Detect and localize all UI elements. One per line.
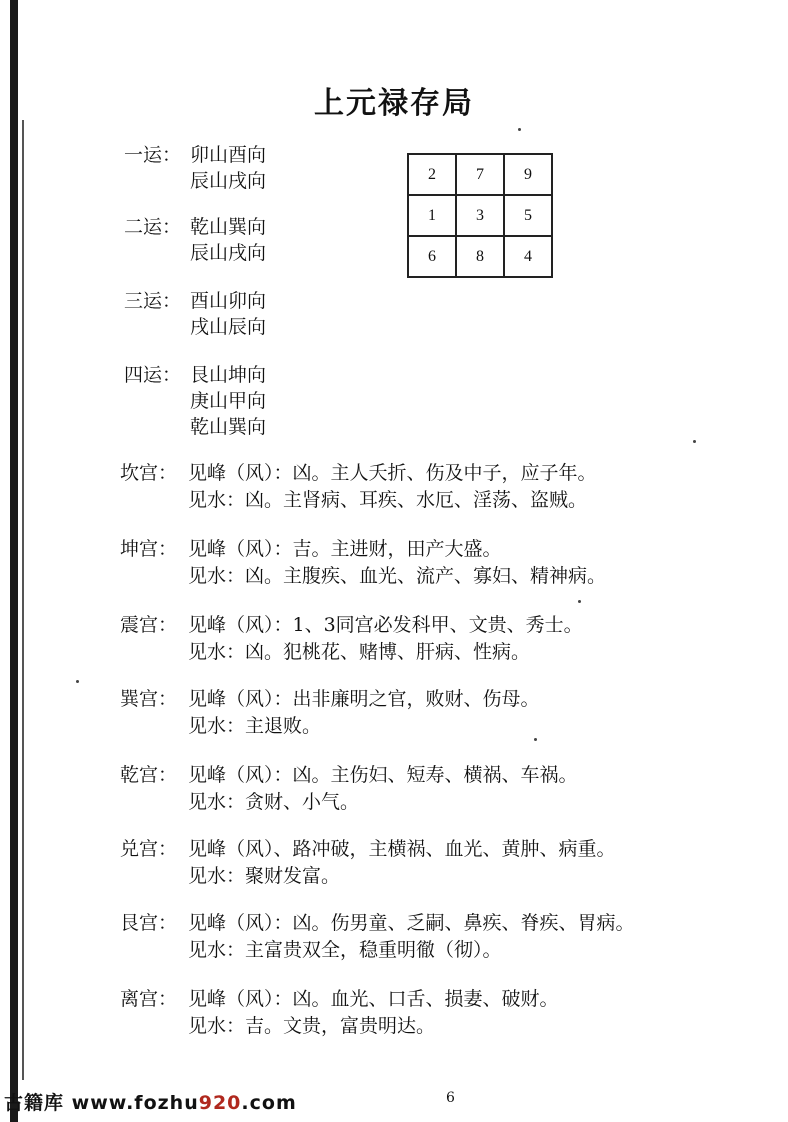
gong-feng-text: 见峰（风）：凶。主人夭折、伤及中子，应子年。 xyxy=(188,462,597,484)
watermark-brand xyxy=(4,1088,297,1115)
book-spine-edge xyxy=(10,0,18,1122)
grid-cell: 7 xyxy=(456,154,504,195)
scan-speck xyxy=(578,600,581,603)
gong-shui-text: 见水：凶。主腹疾、血光、流产、寡妇、精神病。 xyxy=(188,565,607,587)
yun-direction: 庚山甲向 xyxy=(190,390,267,412)
gong-label: 艮宫： xyxy=(120,912,178,934)
grid-cell: 1 xyxy=(408,195,456,236)
scan-edge-line xyxy=(22,120,24,1080)
gong-shui-text: 见水：主富贵双全，稳重明徹（彻）。 xyxy=(188,939,502,961)
grid-cell: 9 xyxy=(504,154,552,195)
grid-cell: 8 xyxy=(456,236,504,277)
gong-label: 巽宫： xyxy=(120,688,178,710)
gong-label: 震宫： xyxy=(120,614,178,636)
scan-speck xyxy=(76,680,79,683)
scan-speck xyxy=(693,440,696,443)
gong-block-kan xyxy=(120,460,597,514)
yun-label: 一运： xyxy=(124,144,182,166)
brand-url-b: 920 xyxy=(198,1092,242,1114)
brand-url-c: .com xyxy=(241,1092,297,1114)
yun-direction: 辰山戌向 xyxy=(190,170,267,192)
scan-speck xyxy=(534,738,537,741)
gong-feng-text: 见峰（风）：出非廉明之官，败财、伤母。 xyxy=(188,688,540,710)
yun-block-3 xyxy=(124,288,267,338)
brand-cn: 古籍库 xyxy=(4,1092,65,1114)
page-title: 上元禄存局 xyxy=(314,86,474,121)
gong-feng-text: 见峰（风）：吉。主进财，田产大盛。 xyxy=(188,538,502,560)
yun-block-2 xyxy=(124,214,267,264)
nine-palace-grid xyxy=(407,153,553,278)
yun-block-1 xyxy=(124,142,267,192)
yun-block-4 xyxy=(124,362,267,438)
gong-block-kun xyxy=(120,536,606,590)
yun-direction: 乾山巽向 xyxy=(190,216,267,238)
gong-shui-text: 见水：凶。主肾病、耳疾、水厄、淫荡、盗贼。 xyxy=(188,489,588,511)
page-number: 6 xyxy=(446,1090,455,1106)
grid-cell: 5 xyxy=(504,195,552,236)
yun-label: 二运： xyxy=(124,216,182,238)
scan-speck xyxy=(518,128,521,131)
yun-direction: 辰山戌向 xyxy=(190,242,267,264)
yun-direction: 戌山辰向 xyxy=(190,316,267,338)
gong-shui-text: 见水：贪财、小气。 xyxy=(188,791,360,813)
gong-shui-text: 见水：吉。文贵，富贵明达。 xyxy=(188,1015,436,1037)
gong-label: 坤宫： xyxy=(120,538,178,560)
grid-cell: 2 xyxy=(408,154,456,195)
yun-label: 四运： xyxy=(124,364,182,386)
gong-shui-text: 见水：主退败。 xyxy=(188,715,322,737)
gong-block-gen xyxy=(120,910,635,964)
gong-block-dui xyxy=(120,836,616,890)
gong-label: 兑宫： xyxy=(120,838,178,860)
gong-label: 乾宫： xyxy=(120,764,178,786)
gong-block-xun xyxy=(120,686,540,740)
gong-block-li xyxy=(120,986,559,1040)
grid-cell: 6 xyxy=(408,236,456,277)
gong-feng-text: 见峰（风）：凶。伤男童、乏嗣、鼻疾、脊疾、胃病。 xyxy=(188,912,635,934)
gong-feng-text: 见峰（风）：凶。血光、口舌、损妻、破财。 xyxy=(188,988,559,1010)
gong-block-qian xyxy=(120,762,578,816)
grid-cell: 4 xyxy=(504,236,552,277)
gong-label: 坎宫： xyxy=(120,462,178,484)
gong-shui-text: 见水：聚财发富。 xyxy=(188,865,341,887)
brand-url-a: www.fozhu xyxy=(71,1092,199,1114)
yun-direction: 卯山酉向 xyxy=(190,144,267,166)
yun-direction: 乾山巽向 xyxy=(190,416,267,438)
gong-feng-text: 见峰（风）：凶。主伤妇、短寿、横祸、车祸。 xyxy=(188,764,578,786)
gong-label: 离宫： xyxy=(120,988,178,1010)
grid-cell: 3 xyxy=(456,195,504,236)
yun-direction: 酉山卯向 xyxy=(190,290,267,312)
gong-feng-text: 见峰（风）：1、3同宫必发科甲、文贵、秀士。 xyxy=(188,614,583,636)
gong-feng-text: 见峰（风）、路冲破，主横祸、血光、黄肿、病重。 xyxy=(188,838,616,860)
yun-label: 三运： xyxy=(124,290,182,312)
gong-shui-text: 见水：凶。犯桃花、赌博、肝病、性病。 xyxy=(188,641,531,663)
yun-direction: 艮山坤向 xyxy=(190,364,267,386)
gong-block-zhen xyxy=(120,612,583,666)
